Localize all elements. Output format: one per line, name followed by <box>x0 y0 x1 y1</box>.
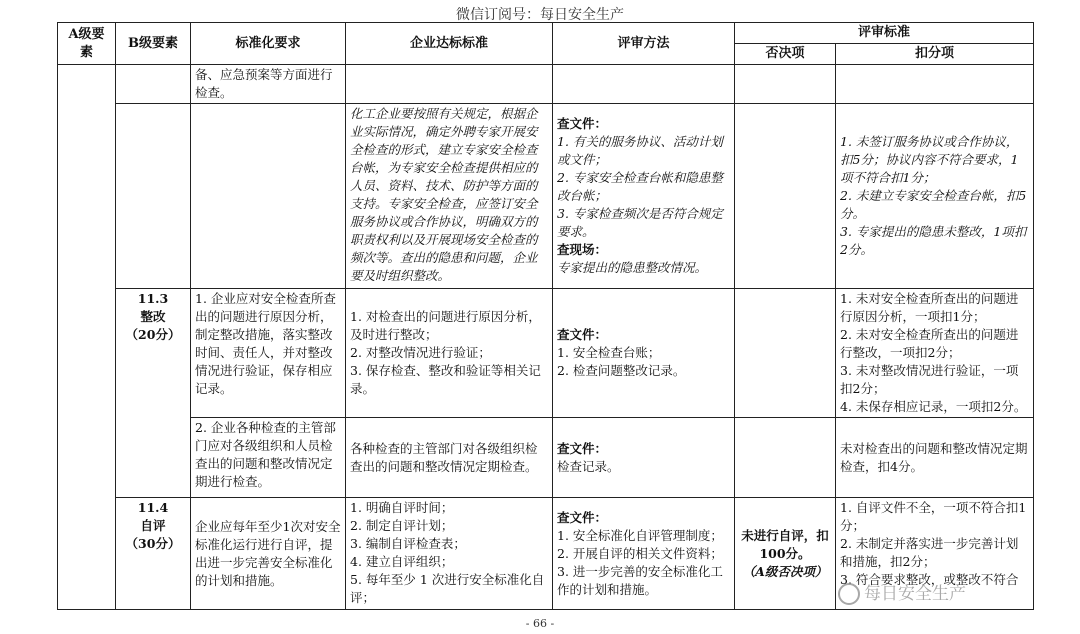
row0-std: 备、应急预案等方面进行检查。 <box>191 65 346 104</box>
col-header-b: B级要素 <box>116 23 191 65</box>
row4-std: 企业应每年至少1次对安全标准化运行进行自评，提出进一步完善安全标准化的计划和措施。 <box>191 498 346 610</box>
col-header-deduct: 扣分项 <box>836 44 1034 65</box>
row1-method: 查文件： 1. 有关的服务协议、活动计划或文件； 2. 专家安全检查台帐和隐患整改台帐； 3. 专家检查频次是否符合规定要求。 查现场： 专家提出的隐患整改情况。 <box>553 104 735 289</box>
page-number: - 66 - <box>525 617 555 630</box>
row3-method: 查文件： 检查记录。 <box>553 418 735 498</box>
col-header-method: 评审方法 <box>553 23 735 65</box>
row1-ent: 化工企业要按照有关规定，根据企业实际情况，确定外聘专家开展安全检查的形式，建立专家安全检查台帐，为专家安全检查提供相应的人员、资料、技术、防护等方面的支持。专家安全检查，应签订安全服务协议或合作协议，明确双方的职责权利以及开展现场安全检查的频次等。查出的隐患和问题，企业要及时组织整改。 <box>346 104 553 289</box>
row4-deduct: 1. 自评文件不全，一项不符合扣1分； 2. 未制定并落实进一步完善计划和措施，扣2分； 3. 符合要求整改，或整改不符合 <box>836 498 1034 610</box>
row1-deduct: 1. 未签订服务协议或合作协议，扣5分；协议内容不符合要求，1项不符合扣1分； 2. 未建立专家安全检查台帐，扣5分。 3. 专家提出的隐患未整改，1项扣2分。 <box>836 104 1034 289</box>
header-row-1 <box>58 23 1034 44</box>
col-header-a: A级要素 <box>58 23 116 65</box>
wechat-icon <box>838 583 860 605</box>
col-header-std: 标准化要求 <box>191 23 346 65</box>
row2-std: 1. 企业应对安全检查所查出的问题进行原因分析，制定整改措施，落实整改时间、责任人，并对整改情况进行验证，保存相应记录。 <box>191 289 346 418</box>
row2-deduct: 1. 未对安全检查所查出的问题进行原因分析，一项扣1分； 2. 未对安全检查所查出的问题进行整改，一项扣2分； 3. 未对整改情况进行验证，一项扣2分； 4. 未保存相应记录，一项扣2分。 <box>836 289 1034 418</box>
row4-veto: 未进行自评，扣100分。 （A级否决项） <box>735 498 836 610</box>
row3-ent: 各种检查的主管部门对各级组织检查出的问题和整改情况定期检查。 <box>346 418 553 498</box>
table-row <box>58 289 1034 418</box>
row4-ent: 1. 明确自评时间； 2. 制定自评计划； 3. 编制自评检查表； 4. 建立自评组织； 5. 每年至少 1 次进行安全标准化自评； <box>346 498 553 610</box>
watermark: 每日安全生产 <box>838 579 966 605</box>
b-element-11-4: 11.4 自评 （30分） <box>116 498 191 610</box>
row3-std: 2. 企业各种检查的主管部门应对各级组织和人员检查出的问题和整改情况定期进行检查。 <box>191 418 346 498</box>
col-header-veto: 否决项 <box>735 44 836 65</box>
row4-method: 查文件： 1. 安全标准化自评管理制度； 2. 开展自评的相关文件资料； 3. 进一步完善的安全标准化工作的计划和措施。 <box>553 498 735 610</box>
row2-ent: 1. 对检查出的问题进行原因分析，及时进行整改； 2. 对整改情况进行验证； 3. 保存检查、整改和验证等相关记录。 <box>346 289 553 418</box>
table-row <box>58 104 1034 289</box>
table-row <box>58 65 1034 104</box>
page-header: 微信订阅号：每日安全生产 <box>456 7 624 23</box>
table-row <box>58 418 1034 498</box>
col-header-ent: 企业达标标准 <box>346 23 553 65</box>
row2-method: 查文件： 1. 安全检查台账； 2. 检查问题整改记录。 <box>553 289 735 418</box>
col-header-review: 评审标准 <box>735 23 1034 44</box>
b-element-11-3: 11.3 整改 （20分） <box>116 289 191 498</box>
row3-deduct: 未对检查出的问题和整改情况定期检查，扣4分。 <box>836 418 1034 498</box>
standards-table <box>57 22 1034 610</box>
